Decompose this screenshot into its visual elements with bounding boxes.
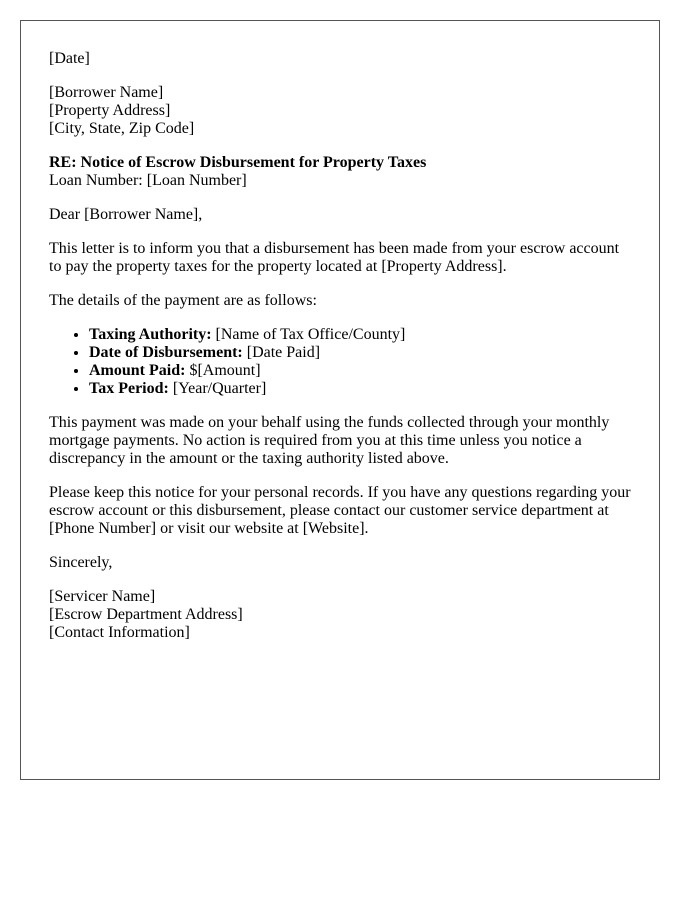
subject-block [49,154,631,190]
closing: Sincerely, [49,554,113,571]
detail-value: [Year/Quarter] [168,380,267,397]
servicer-name: [Servicer Name] [49,588,156,605]
signature-block [49,588,631,642]
detail-value: $[Amount] [185,362,261,379]
detail-value: [Date Paid] [242,344,321,361]
recipient-name: [Borrower Name] [49,84,164,101]
recipient-property-address: [Property Address] [49,102,171,119]
letter-date: [Date] [49,50,90,67]
detail-label: Tax Period: [89,380,169,397]
escrow-department-address: [Escrow Department Address] [49,606,243,623]
intro-paragraph: This letter is to inform you that a disbursement has been made from your escrow account to pay the property taxes for the property located at [Property Address]. [49,240,620,275]
detail-value: [Name of Tax Office/County] [211,326,406,343]
letter-page [20,20,660,780]
details-intro-paragraph: The details of the payment are as follows: [49,292,317,309]
loan-number-line: Loan Number: [Loan Number] [49,172,247,189]
recipient-address-block [49,84,631,138]
subject-re-line: RE: Notice of Escrow Disbursement for Property Taxes [49,154,427,171]
detail-label: Taxing Authority: [89,326,212,343]
detail-item-taxing-authority [89,326,631,344]
recipient-city-state-zip: [City, State, Zip Code] [49,120,195,137]
contact-information: [Contact Information] [49,624,190,641]
salutation: Dear [Borrower Name], [49,206,203,223]
detail-item-tax-period [89,380,631,398]
detail-label: Amount Paid: [89,362,186,379]
detail-item-amount-paid [89,362,631,380]
detail-item-date-of-disbursement [89,344,631,362]
payment-explanation-paragraph: This payment was made on your behalf using the funds collected through your monthly mortgage payments. No action is required from you at this time unless you notice a discrepancy in the amount or the taxing authority listed above. [49,414,610,467]
records-contact-paragraph: Please keep this notice for your personal records. If you have any questions regarding your escrow account or this disbursement, please contact our customer service department at [Phone Number] or visit our website at [Website]. [49,484,631,537]
detail-label: Date of Disbursement: [89,344,243,361]
payment-details-list [49,326,631,398]
